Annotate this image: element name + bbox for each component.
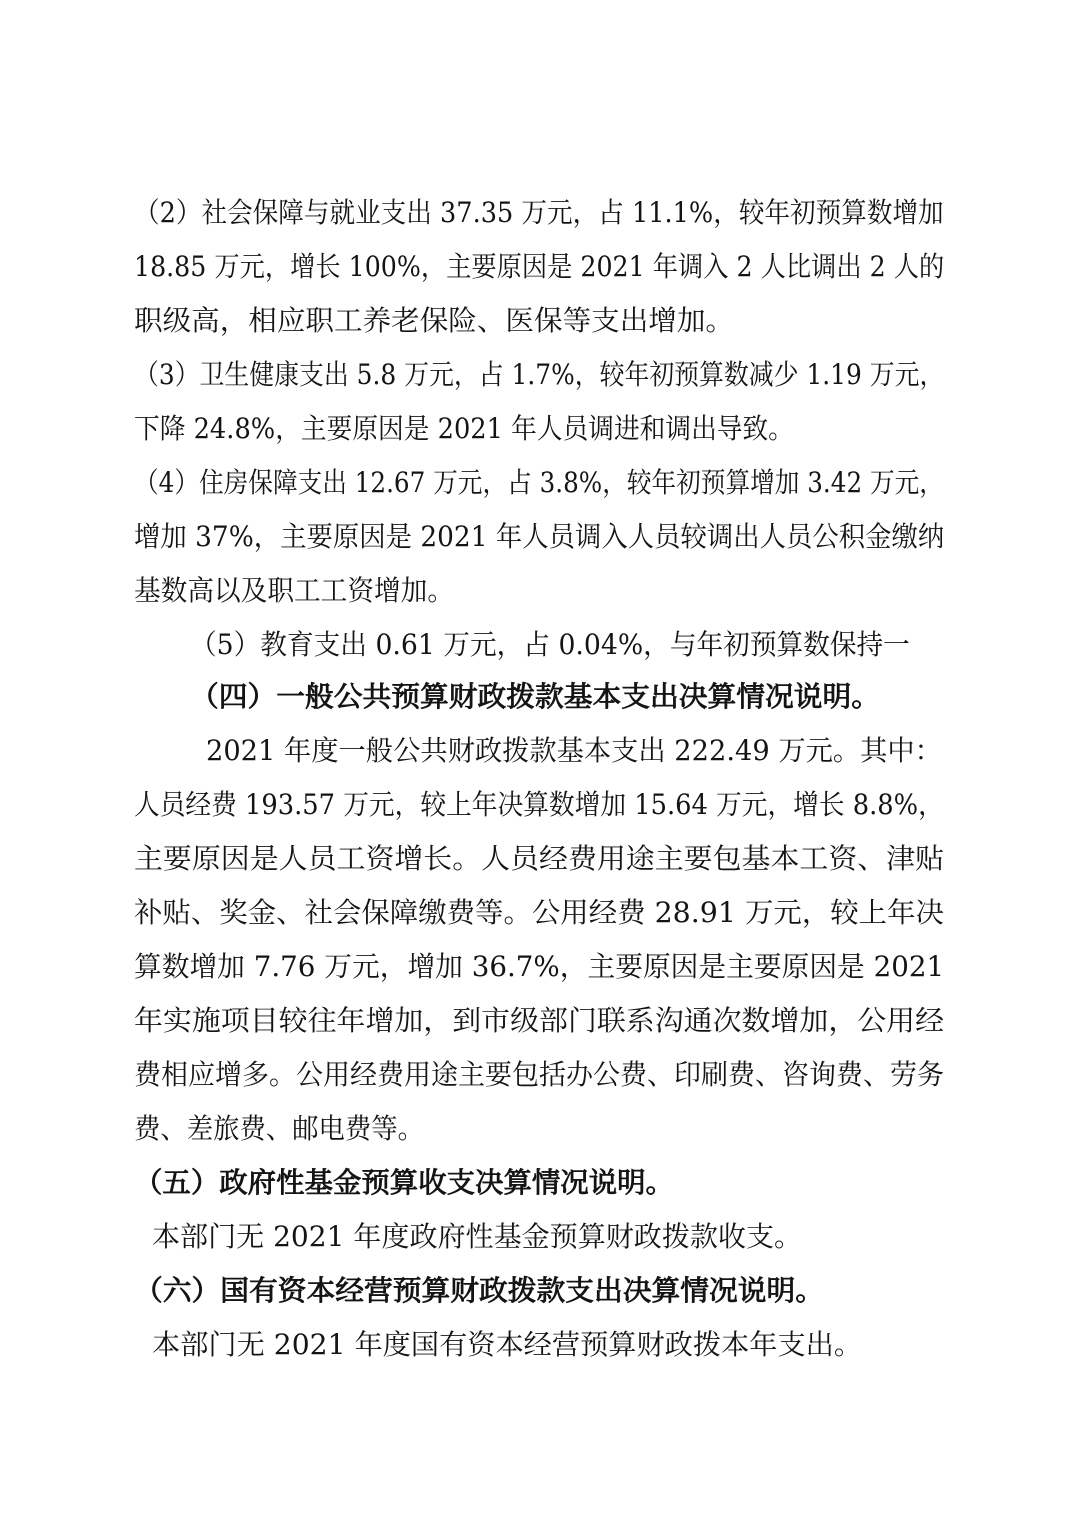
paragraph-line: 基数高以及职工工资增加。 <box>134 574 455 607</box>
paragraph-line: （5）教育支出 0.61 万元，占 0.04%，与年初预算数保持一 <box>190 628 910 661</box>
paragraph-line: （4）住房保障支出 12.67 万元，占 3.8%，较年初预算增加 3.42 万元， <box>134 466 944 499</box>
paragraph-line: 下降 24.8%，主要原因是 2021 年人员调进和调出导致。 <box>134 412 794 445</box>
paragraph-line: 费、差旅费、邮电费等。 <box>134 1112 425 1145</box>
paragraph-line: 补贴、奖金、社会保障缴费等。公用经费 28.91 万元，较上年决 <box>134 896 944 929</box>
paragraph-line: 职级高，相应职工养老保险、医保等支出增加。 <box>134 304 735 337</box>
paragraph-line: 增加 37%，主要原因是 2021 年人员调入人员较调出人员公积金缴纳 <box>134 520 945 553</box>
paragraph-line: 人员经费 193.57 万元，较上年决算数增加 15.64 万元，增长 8.8%， <box>134 788 944 821</box>
paragraph-line: 主要原因是人员工资增长。人员经费用途主要包基本工资、津贴 <box>134 842 945 875</box>
section-heading-5: （五）政府性基金预算收支决算情况说明。 <box>134 1166 674 1199</box>
paragraph-line: 费相应增多。公用经费用途主要包括办公费、印刷费、咨询费、劳务 <box>134 1058 945 1091</box>
paragraph-line: （2）社会保障与就业支出 37.35 万元，占 11.1%，较年初预算数增加 <box>134 196 944 229</box>
paragraph-line: 18.85 万元，增长 100%，主要原因是 2021 年调入 2 人比调出 2 人的 <box>134 250 945 283</box>
paragraph-line: 2021 年度一般公共财政拨款基本支出 222.49 万元。其中： <box>206 734 942 767</box>
paragraph-line: （3）卫生健康支出 5.8 万元，占 1.7%，较年初预算数减少 1.19 万元， <box>134 358 945 391</box>
section-heading-4: （四）一般公共预算财政拨款基本支出决算情况说明。 <box>190 680 881 713</box>
paragraph-line: 年实施项目较往年增加，到市级部门联系沟通次数增加，公用经 <box>134 1004 945 1037</box>
section-heading-6: （六）国有资本经营预算财政拨款支出决算情况说明。 <box>134 1274 825 1307</box>
paragraph-line: 本部门无 2021 年度国有资本经营预算财政拨本年支出。 <box>152 1328 863 1361</box>
paragraph-line: 本部门无 2021 年度政府性基金预算财政拨款收支。 <box>152 1220 803 1253</box>
paragraph-line: 算数增加 7.76 万元，增加 36.7%，主要原因是主要原因是 2021 <box>134 950 945 983</box>
